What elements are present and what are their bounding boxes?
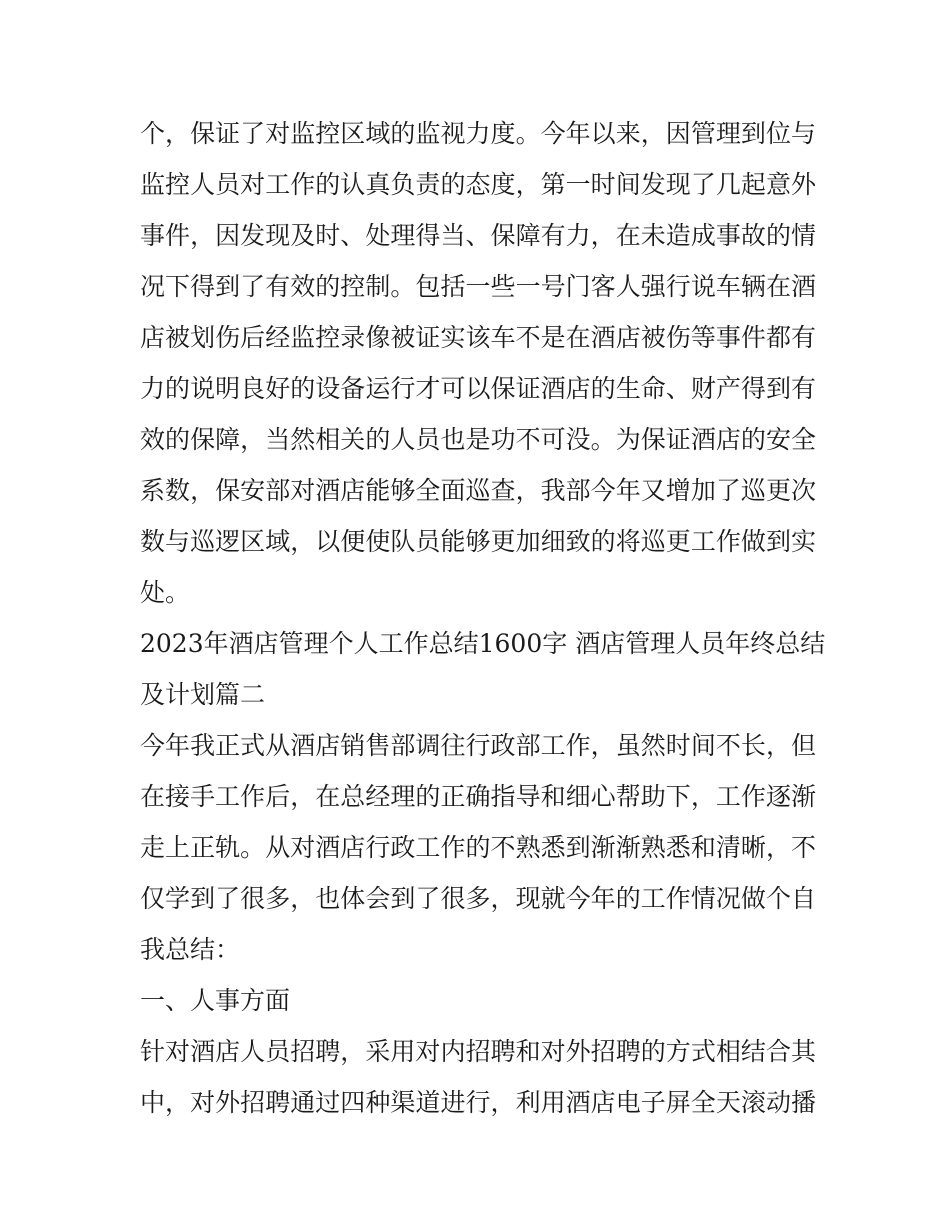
text-line: 数与巡逻区域，以便使队员能够更加细致的将巡更工作做到实 [140,527,816,556]
section-title-line: 2023年酒店管理个人工作总结1600字 酒店管理人员年终总结 [140,629,826,658]
text-line: 效的保障，当然相关的人员也是功不可没。为保证酒店的安全 [140,425,816,454]
text-line: 系数，保安部对酒店能够全面巡查，我部今年又增加了巡更次 [140,476,816,505]
paragraph-end-line: 处。 [140,578,191,607]
text-line: 监控人员对工作的认真负责的态度，第一时间发现了几起意外 [140,170,816,199]
paragraph-end-line: 我总结： [140,935,241,964]
text-line: 今年我正式从酒店销售部调往行政部工作，虽然时间不长，但 [140,731,816,760]
text-line: 走上正轨。从对酒店行政工作的不熟悉到渐渐熟悉和清晰，不 [140,833,816,862]
text-line: 况下得到了有效的控制。包括一些一号门客人强行说车辆在酒 [140,272,816,301]
text-line: 针对酒店人员招聘，采用对内招聘和对外招聘的方式相结合其 [140,1037,816,1066]
text-line: 个，保证了对监控区域的监视力度。今年以来，因管理到位与 [140,119,816,148]
subheading-line: 一、人事方面 [140,986,291,1015]
text-line: 中，对外招聘通过四种渠道进行，利用酒店电子屏全天滚动播 [140,1088,816,1117]
text-line: 仅学到了很多，也体会到了很多，现就今年的工作情况做个自 [140,884,816,913]
text-line: 事件，因发现及时、处理得当、保障有力，在未造成事故的情 [140,221,816,250]
section-title-line: 及计划篇二 [140,680,266,709]
text-line: 力的说明良好的设备运行才可以保证酒店的生命、财产得到有 [140,374,816,403]
document-body [140,108,826,1128]
text-line: 在接手工作后，在总经理的正确指导和细心帮助下，工作逐渐 [140,782,816,811]
text-line: 店被划伤后经监控录像被证实该车不是在酒店被伤等事件都有 [140,323,816,352]
